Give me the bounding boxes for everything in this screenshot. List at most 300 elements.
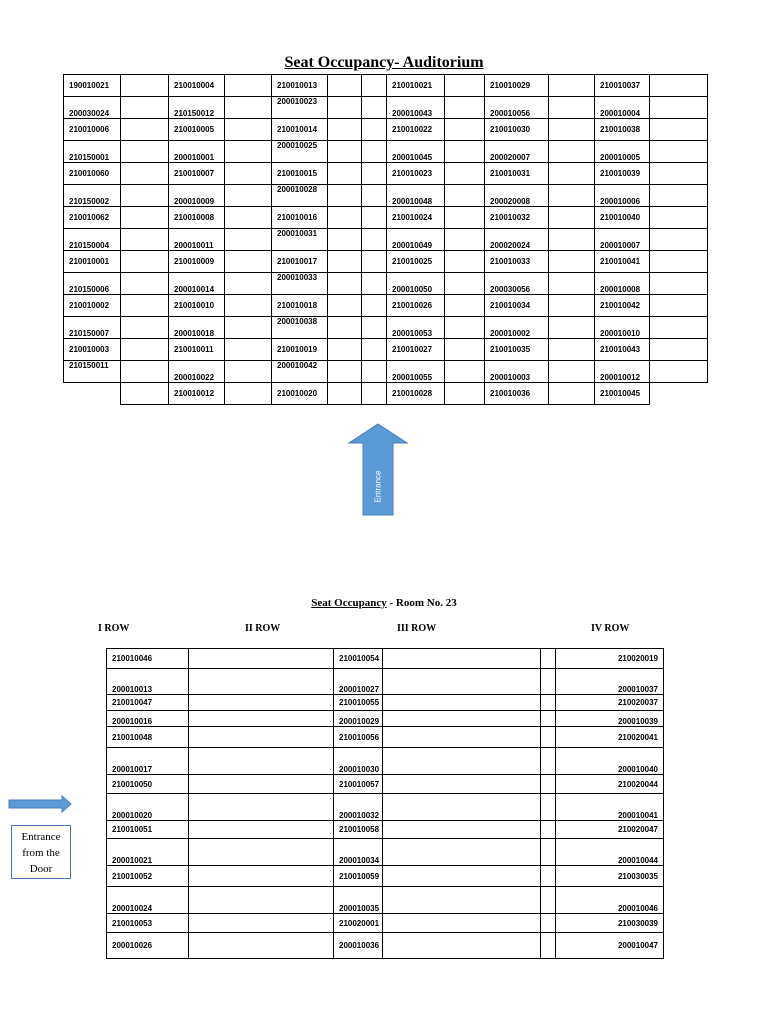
seat-cell: 210010027 xyxy=(387,339,445,361)
auditorium-row xyxy=(64,229,708,251)
empty-cell xyxy=(189,727,334,748)
room-row xyxy=(107,695,664,711)
empty-cell xyxy=(121,207,169,229)
empty-cell xyxy=(549,295,595,317)
empty-cell xyxy=(549,163,595,185)
empty-cell xyxy=(383,695,541,711)
seat-cell: 200010044 xyxy=(556,839,664,866)
seat-cell: 210010051 xyxy=(107,821,189,839)
empty-cell xyxy=(328,317,362,339)
seat-cell: 210010059 xyxy=(334,866,383,887)
room-row xyxy=(107,775,664,794)
empty-cell xyxy=(225,141,272,163)
empty-cell xyxy=(650,273,708,295)
seat-cell: 210010016 xyxy=(272,207,328,229)
row-label-3: III ROW xyxy=(397,623,437,634)
seat-cell: 200010024 xyxy=(107,887,189,914)
empty-cell xyxy=(650,163,708,185)
seat-cell: 200010038 xyxy=(272,317,328,339)
empty-cell xyxy=(383,711,541,727)
seat-cell: 210010045 xyxy=(595,383,650,405)
seat-cell: 210010057 xyxy=(334,775,383,794)
seat-cell: 200010016 xyxy=(107,711,189,727)
empty-cell xyxy=(328,229,362,251)
room-row xyxy=(107,839,664,866)
room-row xyxy=(107,914,664,933)
empty-cell xyxy=(549,229,595,251)
empty-cell xyxy=(445,339,485,361)
seat-cell: 210010004 xyxy=(169,75,225,97)
empty-cell xyxy=(328,75,362,97)
auditorium-row xyxy=(64,317,708,339)
seat-cell: 210150001 xyxy=(64,141,121,163)
empty-cell xyxy=(383,649,541,669)
row-label-1: I ROW xyxy=(98,623,130,634)
empty-cell xyxy=(328,97,362,119)
empty-cell xyxy=(328,163,362,185)
empty-cell xyxy=(328,251,362,273)
empty-cell xyxy=(362,383,387,405)
empty-cell xyxy=(362,75,387,97)
empty-cell xyxy=(549,383,595,405)
auditorium-title: Seat Occupancy- Auditorium xyxy=(284,54,484,71)
seat-cell: 210010007 xyxy=(169,163,225,185)
empty-cell xyxy=(189,933,334,959)
empty-cell xyxy=(328,185,362,207)
seat-cell: 210010019 xyxy=(272,339,328,361)
seat-cell: 200010045 xyxy=(387,141,445,163)
empty-cell xyxy=(650,317,708,339)
seat-cell: 200010041 xyxy=(556,794,664,821)
empty-cell xyxy=(225,229,272,251)
empty-cell xyxy=(189,695,334,711)
door-label-line-3: Door xyxy=(29,863,53,875)
seat-cell: 210010023 xyxy=(387,163,445,185)
empty-cell xyxy=(383,794,541,821)
empty-cell xyxy=(328,339,362,361)
empty-cell xyxy=(650,141,708,163)
seat-cell: 210010032 xyxy=(485,207,549,229)
seat-cell: 200010035 xyxy=(334,887,383,914)
seat-cell: 200010034 xyxy=(334,839,383,866)
seat-cell: 200010023 xyxy=(272,97,328,119)
empty-cell xyxy=(362,163,387,185)
door-arrow-icon xyxy=(8,795,72,813)
seat-cell: 210010008 xyxy=(169,207,225,229)
empty-cell xyxy=(541,748,556,775)
room-row xyxy=(107,649,664,669)
empty-cell xyxy=(189,887,334,914)
seat-cell: 210010009 xyxy=(169,251,225,273)
auditorium-row xyxy=(64,383,708,405)
auditorium-row xyxy=(64,141,708,163)
seat-cell: 200010043 xyxy=(387,97,445,119)
empty-cell xyxy=(445,361,485,383)
seat-cell: 210010036 xyxy=(485,383,549,405)
empty-cell xyxy=(383,887,541,914)
seat-cell: 200010003 xyxy=(485,361,549,383)
empty-cell xyxy=(189,794,334,821)
seat-cell: 200010007 xyxy=(595,229,650,251)
empty-cell xyxy=(383,821,541,839)
empty-cell xyxy=(445,383,485,405)
empty-cell xyxy=(362,229,387,251)
seat-cell: 200010037 xyxy=(556,669,664,695)
empty-cell xyxy=(121,75,169,97)
seat-cell: 200010056 xyxy=(485,97,549,119)
empty-cell xyxy=(121,339,169,361)
empty-cell xyxy=(225,383,272,405)
seat-cell: 210020047 xyxy=(556,821,664,839)
seat-cell: 200010014 xyxy=(169,273,225,295)
seat-cell: 200010002 xyxy=(485,317,549,339)
empty-cell xyxy=(383,727,541,748)
seat-cell: 200010047 xyxy=(556,933,664,959)
seat-cell: 210010038 xyxy=(595,119,650,141)
seat-cell: 210150012 xyxy=(169,97,225,119)
empty-cell xyxy=(189,649,334,669)
room-row xyxy=(107,794,664,821)
empty-cell xyxy=(445,119,485,141)
empty-cell xyxy=(650,97,708,119)
empty-cell xyxy=(549,141,595,163)
seat-cell: 210010022 xyxy=(387,119,445,141)
empty-cell xyxy=(362,339,387,361)
entrance-arrow-label: Entrance xyxy=(373,470,383,503)
empty-cell xyxy=(328,207,362,229)
empty-cell xyxy=(383,839,541,866)
door-label-line-2: from the xyxy=(22,847,60,859)
seat-cell: 200020007 xyxy=(485,141,549,163)
seat-cell: 210010002 xyxy=(64,295,121,317)
seat-cell: 200010049 xyxy=(387,229,445,251)
seat-cell: 210010026 xyxy=(387,295,445,317)
empty-cell xyxy=(541,649,556,669)
empty-cell xyxy=(189,914,334,933)
seat-cell: 210010012 xyxy=(169,383,225,405)
empty-cell xyxy=(328,119,362,141)
seat-cell: 200010001 xyxy=(169,141,225,163)
seat-cell: 200010053 xyxy=(387,317,445,339)
empty-cell xyxy=(189,775,334,794)
seat-cell: 200030024 xyxy=(64,97,121,119)
empty-cell xyxy=(541,695,556,711)
seat-cell: 210020037 xyxy=(556,695,664,711)
empty-cell xyxy=(541,887,556,914)
auditorium-row xyxy=(64,163,708,185)
room-row xyxy=(107,933,664,959)
empty-cell xyxy=(549,317,595,339)
empty-cell xyxy=(650,119,708,141)
empty-cell xyxy=(121,317,169,339)
auditorium-row xyxy=(64,207,708,229)
empty-cell xyxy=(541,914,556,933)
seat-cell xyxy=(64,383,121,405)
seat-cell: 210010006 xyxy=(64,119,121,141)
room-row xyxy=(107,887,664,914)
empty-cell xyxy=(541,821,556,839)
seat-cell: 210010042 xyxy=(595,295,650,317)
empty-cell xyxy=(225,273,272,295)
empty-cell xyxy=(189,821,334,839)
empty-cell xyxy=(121,141,169,163)
seat-cell: 210010035 xyxy=(485,339,549,361)
row-label-2: II ROW xyxy=(245,623,281,634)
empty-cell xyxy=(362,207,387,229)
empty-cell xyxy=(362,251,387,273)
empty-cell xyxy=(328,361,362,383)
empty-cell xyxy=(121,295,169,317)
empty-cell xyxy=(328,383,362,405)
seat-cell: 210150002 xyxy=(64,185,121,207)
empty-cell xyxy=(121,273,169,295)
seat-cell: 200010028 xyxy=(272,185,328,207)
empty-cell xyxy=(549,361,595,383)
room-row xyxy=(107,711,664,727)
empty-cell xyxy=(445,251,485,273)
empty-cell xyxy=(650,185,708,207)
seat-cell: 210010018 xyxy=(272,295,328,317)
empty-cell xyxy=(650,383,708,405)
empty-cell xyxy=(225,339,272,361)
auditorium-row xyxy=(64,339,708,361)
empty-cell xyxy=(549,273,595,295)
door-label-line-1: Entrance xyxy=(21,831,61,843)
empty-cell xyxy=(362,273,387,295)
empty-cell xyxy=(383,933,541,959)
empty-cell xyxy=(362,185,387,207)
empty-cell xyxy=(189,866,334,887)
seat-cell: 200010050 xyxy=(387,273,445,295)
empty-cell xyxy=(445,141,485,163)
empty-cell xyxy=(121,229,169,251)
auditorium-row xyxy=(64,273,708,295)
empty-cell xyxy=(549,251,595,273)
empty-cell xyxy=(445,185,485,207)
empty-cell xyxy=(121,97,169,119)
seat-cell: 190010021 xyxy=(64,75,121,97)
auditorium-row xyxy=(64,361,708,383)
empty-cell xyxy=(549,75,595,97)
seat-cell: 210010010 xyxy=(169,295,225,317)
empty-cell xyxy=(225,185,272,207)
seat-cell: 200010032 xyxy=(334,794,383,821)
seat-cell: 210010043 xyxy=(595,339,650,361)
empty-cell xyxy=(650,339,708,361)
empty-cell xyxy=(328,295,362,317)
empty-cell xyxy=(383,775,541,794)
empty-cell xyxy=(362,317,387,339)
seat-cell: 200010011 xyxy=(169,229,225,251)
empty-cell xyxy=(362,97,387,119)
empty-cell xyxy=(383,748,541,775)
seat-cell: 200010040 xyxy=(556,748,664,775)
room-row xyxy=(107,866,664,887)
seat-cell: 210010020 xyxy=(272,383,328,405)
seat-cell: 210150007 xyxy=(64,317,121,339)
empty-cell xyxy=(328,273,362,295)
empty-cell xyxy=(362,119,387,141)
empty-cell xyxy=(445,97,485,119)
seat-cell: 200010036 xyxy=(334,933,383,959)
seat-cell: 200010020 xyxy=(107,794,189,821)
seat-cell: 200010004 xyxy=(595,97,650,119)
seat-cell: 200010039 xyxy=(556,711,664,727)
seat-cell: 200010025 xyxy=(272,141,328,163)
empty-cell xyxy=(541,669,556,695)
seat-cell: 210150011 xyxy=(64,361,121,383)
empty-cell xyxy=(445,317,485,339)
seat-cell: 210010021 xyxy=(387,75,445,97)
empty-cell xyxy=(650,295,708,317)
seat-cell: 210020001 xyxy=(334,914,383,933)
room-row xyxy=(107,748,664,775)
seat-cell: 210020044 xyxy=(556,775,664,794)
seat-cell: 200020024 xyxy=(485,229,549,251)
seat-cell: 200010030 xyxy=(334,748,383,775)
seat-cell: 200010021 xyxy=(107,839,189,866)
seat-cell: 210010037 xyxy=(595,75,650,97)
empty-cell xyxy=(189,711,334,727)
seat-cell: 210010017 xyxy=(272,251,328,273)
seat-cell: 210020019 xyxy=(556,649,664,669)
empty-cell xyxy=(225,361,272,383)
seat-cell: 210010052 xyxy=(107,866,189,887)
empty-cell xyxy=(650,229,708,251)
empty-cell xyxy=(650,251,708,273)
row-label-4: IV ROW xyxy=(591,623,630,634)
empty-cell xyxy=(225,207,272,229)
auditorium-row xyxy=(64,119,708,141)
empty-cell xyxy=(650,361,708,383)
room-seat-table xyxy=(106,648,664,959)
seat-cell: 210010047 xyxy=(107,695,189,711)
seat-cell: 210010011 xyxy=(169,339,225,361)
seat-cell: 210150004 xyxy=(64,229,121,251)
seat-cell: 200010033 xyxy=(272,273,328,295)
empty-cell xyxy=(121,163,169,185)
seat-cell: 210010034 xyxy=(485,295,549,317)
seat-cell: 210010050 xyxy=(107,775,189,794)
seat-cell: 210010055 xyxy=(334,695,383,711)
empty-cell xyxy=(362,361,387,383)
seat-cell: 210010040 xyxy=(595,207,650,229)
seat-cell: 210010013 xyxy=(272,75,328,97)
seat-cell: 210010028 xyxy=(387,383,445,405)
empty-cell xyxy=(189,748,334,775)
seat-cell: 200010026 xyxy=(107,933,189,959)
empty-cell xyxy=(541,775,556,794)
empty-cell xyxy=(189,669,334,695)
empty-cell xyxy=(121,185,169,207)
auditorium-row xyxy=(64,185,708,207)
room-row xyxy=(107,727,664,748)
seat-cell: 210010060 xyxy=(64,163,121,185)
auditorium-seat-table xyxy=(63,74,708,405)
seat-cell: 210010029 xyxy=(485,75,549,97)
seat-cell: 210010056 xyxy=(334,727,383,748)
empty-cell xyxy=(445,273,485,295)
auditorium-row xyxy=(64,295,708,317)
empty-cell xyxy=(225,119,272,141)
auditorium-row xyxy=(64,75,708,97)
seat-cell: 210010005 xyxy=(169,119,225,141)
empty-cell xyxy=(549,207,595,229)
empty-cell xyxy=(225,97,272,119)
seat-cell: 210010054 xyxy=(334,649,383,669)
empty-cell xyxy=(549,97,595,119)
seat-cell: 210010001 xyxy=(64,251,121,273)
empty-cell xyxy=(541,711,556,727)
seat-cell: 210010014 xyxy=(272,119,328,141)
seat-cell: 210010024 xyxy=(387,207,445,229)
seat-cell: 200010022 xyxy=(169,361,225,383)
seat-cell: 200010008 xyxy=(595,273,650,295)
door-entrance-box xyxy=(11,825,71,879)
seat-cell: 210020041 xyxy=(556,727,664,748)
empty-cell xyxy=(383,914,541,933)
empty-cell xyxy=(445,229,485,251)
seat-cell: 200010009 xyxy=(169,185,225,207)
seat-cell: 200030056 xyxy=(485,273,549,295)
empty-cell xyxy=(189,839,334,866)
seat-cell: 210010025 xyxy=(387,251,445,273)
seat-cell: 210010048 xyxy=(107,727,189,748)
seat-cell: 210010031 xyxy=(485,163,549,185)
empty-cell xyxy=(362,295,387,317)
seat-cell: 200010006 xyxy=(595,185,650,207)
empty-cell xyxy=(121,119,169,141)
empty-cell xyxy=(121,251,169,273)
seat-cell: 200010046 xyxy=(556,887,664,914)
seat-cell: 210030035 xyxy=(556,866,664,887)
empty-cell xyxy=(445,295,485,317)
empty-cell xyxy=(445,163,485,185)
seat-cell: 210010053 xyxy=(107,914,189,933)
empty-cell xyxy=(445,75,485,97)
empty-cell xyxy=(383,866,541,887)
seat-cell: 200010055 xyxy=(387,361,445,383)
empty-cell xyxy=(225,163,272,185)
empty-cell xyxy=(362,141,387,163)
empty-cell xyxy=(549,119,595,141)
seat-cell: 200010018 xyxy=(169,317,225,339)
seat-cell: 210010003 xyxy=(64,339,121,361)
seat-cell: 200010010 xyxy=(595,317,650,339)
seat-cell: 200010017 xyxy=(107,748,189,775)
empty-cell xyxy=(225,75,272,97)
room-title: Seat Occupancy - Room No. 23 xyxy=(311,597,457,609)
empty-cell xyxy=(225,317,272,339)
empty-cell xyxy=(549,185,595,207)
empty-cell xyxy=(541,866,556,887)
seat-cell: 210010015 xyxy=(272,163,328,185)
seat-cell: 200010013 xyxy=(107,669,189,695)
empty-cell xyxy=(121,361,169,383)
seat-cell: 200010042 xyxy=(272,361,328,383)
empty-cell xyxy=(541,794,556,821)
seat-cell: 200010027 xyxy=(334,669,383,695)
seat-cell: 200010005 xyxy=(595,141,650,163)
seat-cell: 200010029 xyxy=(334,711,383,727)
seat-cell: 210010058 xyxy=(334,821,383,839)
seat-cell: 210030039 xyxy=(556,914,664,933)
empty-cell xyxy=(650,75,708,97)
empty-cell xyxy=(549,339,595,361)
empty-cell xyxy=(328,141,362,163)
seat-cell: 200010012 xyxy=(595,361,650,383)
seat-cell: 210010039 xyxy=(595,163,650,185)
